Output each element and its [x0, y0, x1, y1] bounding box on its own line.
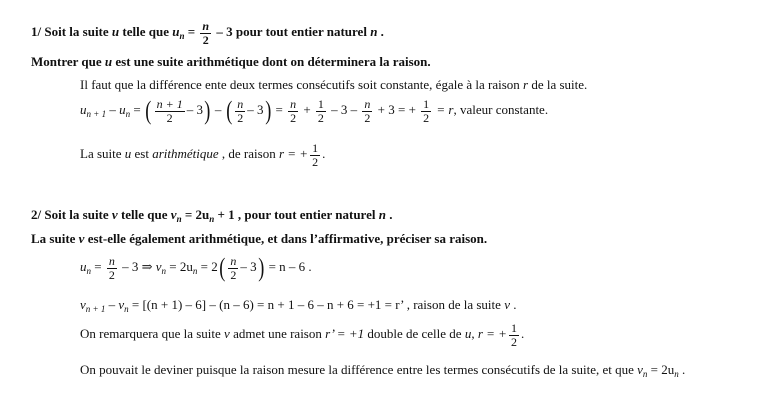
answer-1-conclusion: La suite u est arithmétique , de raison r = + $\frac{1}{2}$ . — [80, 141, 326, 169]
fraction: $\frac{1}{2}$ — [317, 97, 324, 125]
question-2-statement: 2/ Soit la suite v telle que $v_n = 2u_n + 1$ , pour tout entier naturel n . — [31, 207, 393, 224]
question-1-statement: 1/ Soit la suite u telle que $u_n$ = $\frac{n}{2}$ – 3 pour tout entier naturel n . — [31, 19, 384, 47]
question-number: 2/ — [31, 207, 42, 222]
fraction: $\frac{n}{2}$ — [237, 97, 244, 125]
answer-2-line-1: $u_n$ = $\frac{n}{2}$ – 3 ⇒ $v_n = 2u_n = 2$( $\frac{n}{2}$ – 3) = n – 6 . — [80, 253, 312, 283]
fraction: $\frac{1}{2}$ — [312, 141, 319, 169]
answer-1-calculation: $u_{n + 1} - u_n$ = ( $\frac{n + 1}{2}$ – 3) – ( $\frac{n}{2}$ – 3) = $\frac{n}{2}$ + $\frac{1}{2}$ – 3 – $\frac{n}{2}$ + 3 = + $\frac{1}{2}$ = r, valeur constante. — [80, 96, 549, 126]
fraction: $\frac{n}{2}$ — [230, 254, 237, 282]
fraction: $\frac{n}{2}$ — [202, 19, 210, 47]
question-number: 1/ — [31, 24, 42, 40]
fraction: $\frac{n}{2}$ — [290, 97, 297, 125]
fraction: $\frac{1}{2}$ — [423, 97, 430, 125]
question-2-task: La suite v est-elle également arithmétique, et dans l’affirmative, préciser sa raison. — [31, 231, 488, 246]
fraction: $\frac{n + 1}{2}$ — [156, 97, 183, 125]
answer-1-explanation: Il faut que la différence ente deux termes consécutifs soit constante, égale à la raison r de la suite. — [80, 77, 588, 92]
fraction: $\frac{n}{2}$ — [364, 97, 371, 125]
fraction: $\frac{1}{2}$ — [510, 321, 517, 349]
answer-2-line-4: On pouvait le deviner puisque la raison mesure la différence entre les termes consécutifs de la suite, et que $v_n = 2u_n$ . — [80, 362, 686, 379]
answer-2-line-2: $v_{n + 1} - v_n = [(n + 1) - 6] - (n - 6) = n + 1 - 6 - n + 6 = +1 = r$’ , raison de la suite v . — [80, 297, 517, 314]
fraction: $\frac{n}{2}$ — [108, 254, 115, 282]
question-1-task: Montrer que u est une suite arithmétique dont on déterminera la raison. — [31, 54, 431, 69]
answer-2-line-3: On remarquera que la suite v admet une raison r’ = +1 double de celle de u, r = + $\frac{1}{2}$ . — [80, 321, 525, 349]
